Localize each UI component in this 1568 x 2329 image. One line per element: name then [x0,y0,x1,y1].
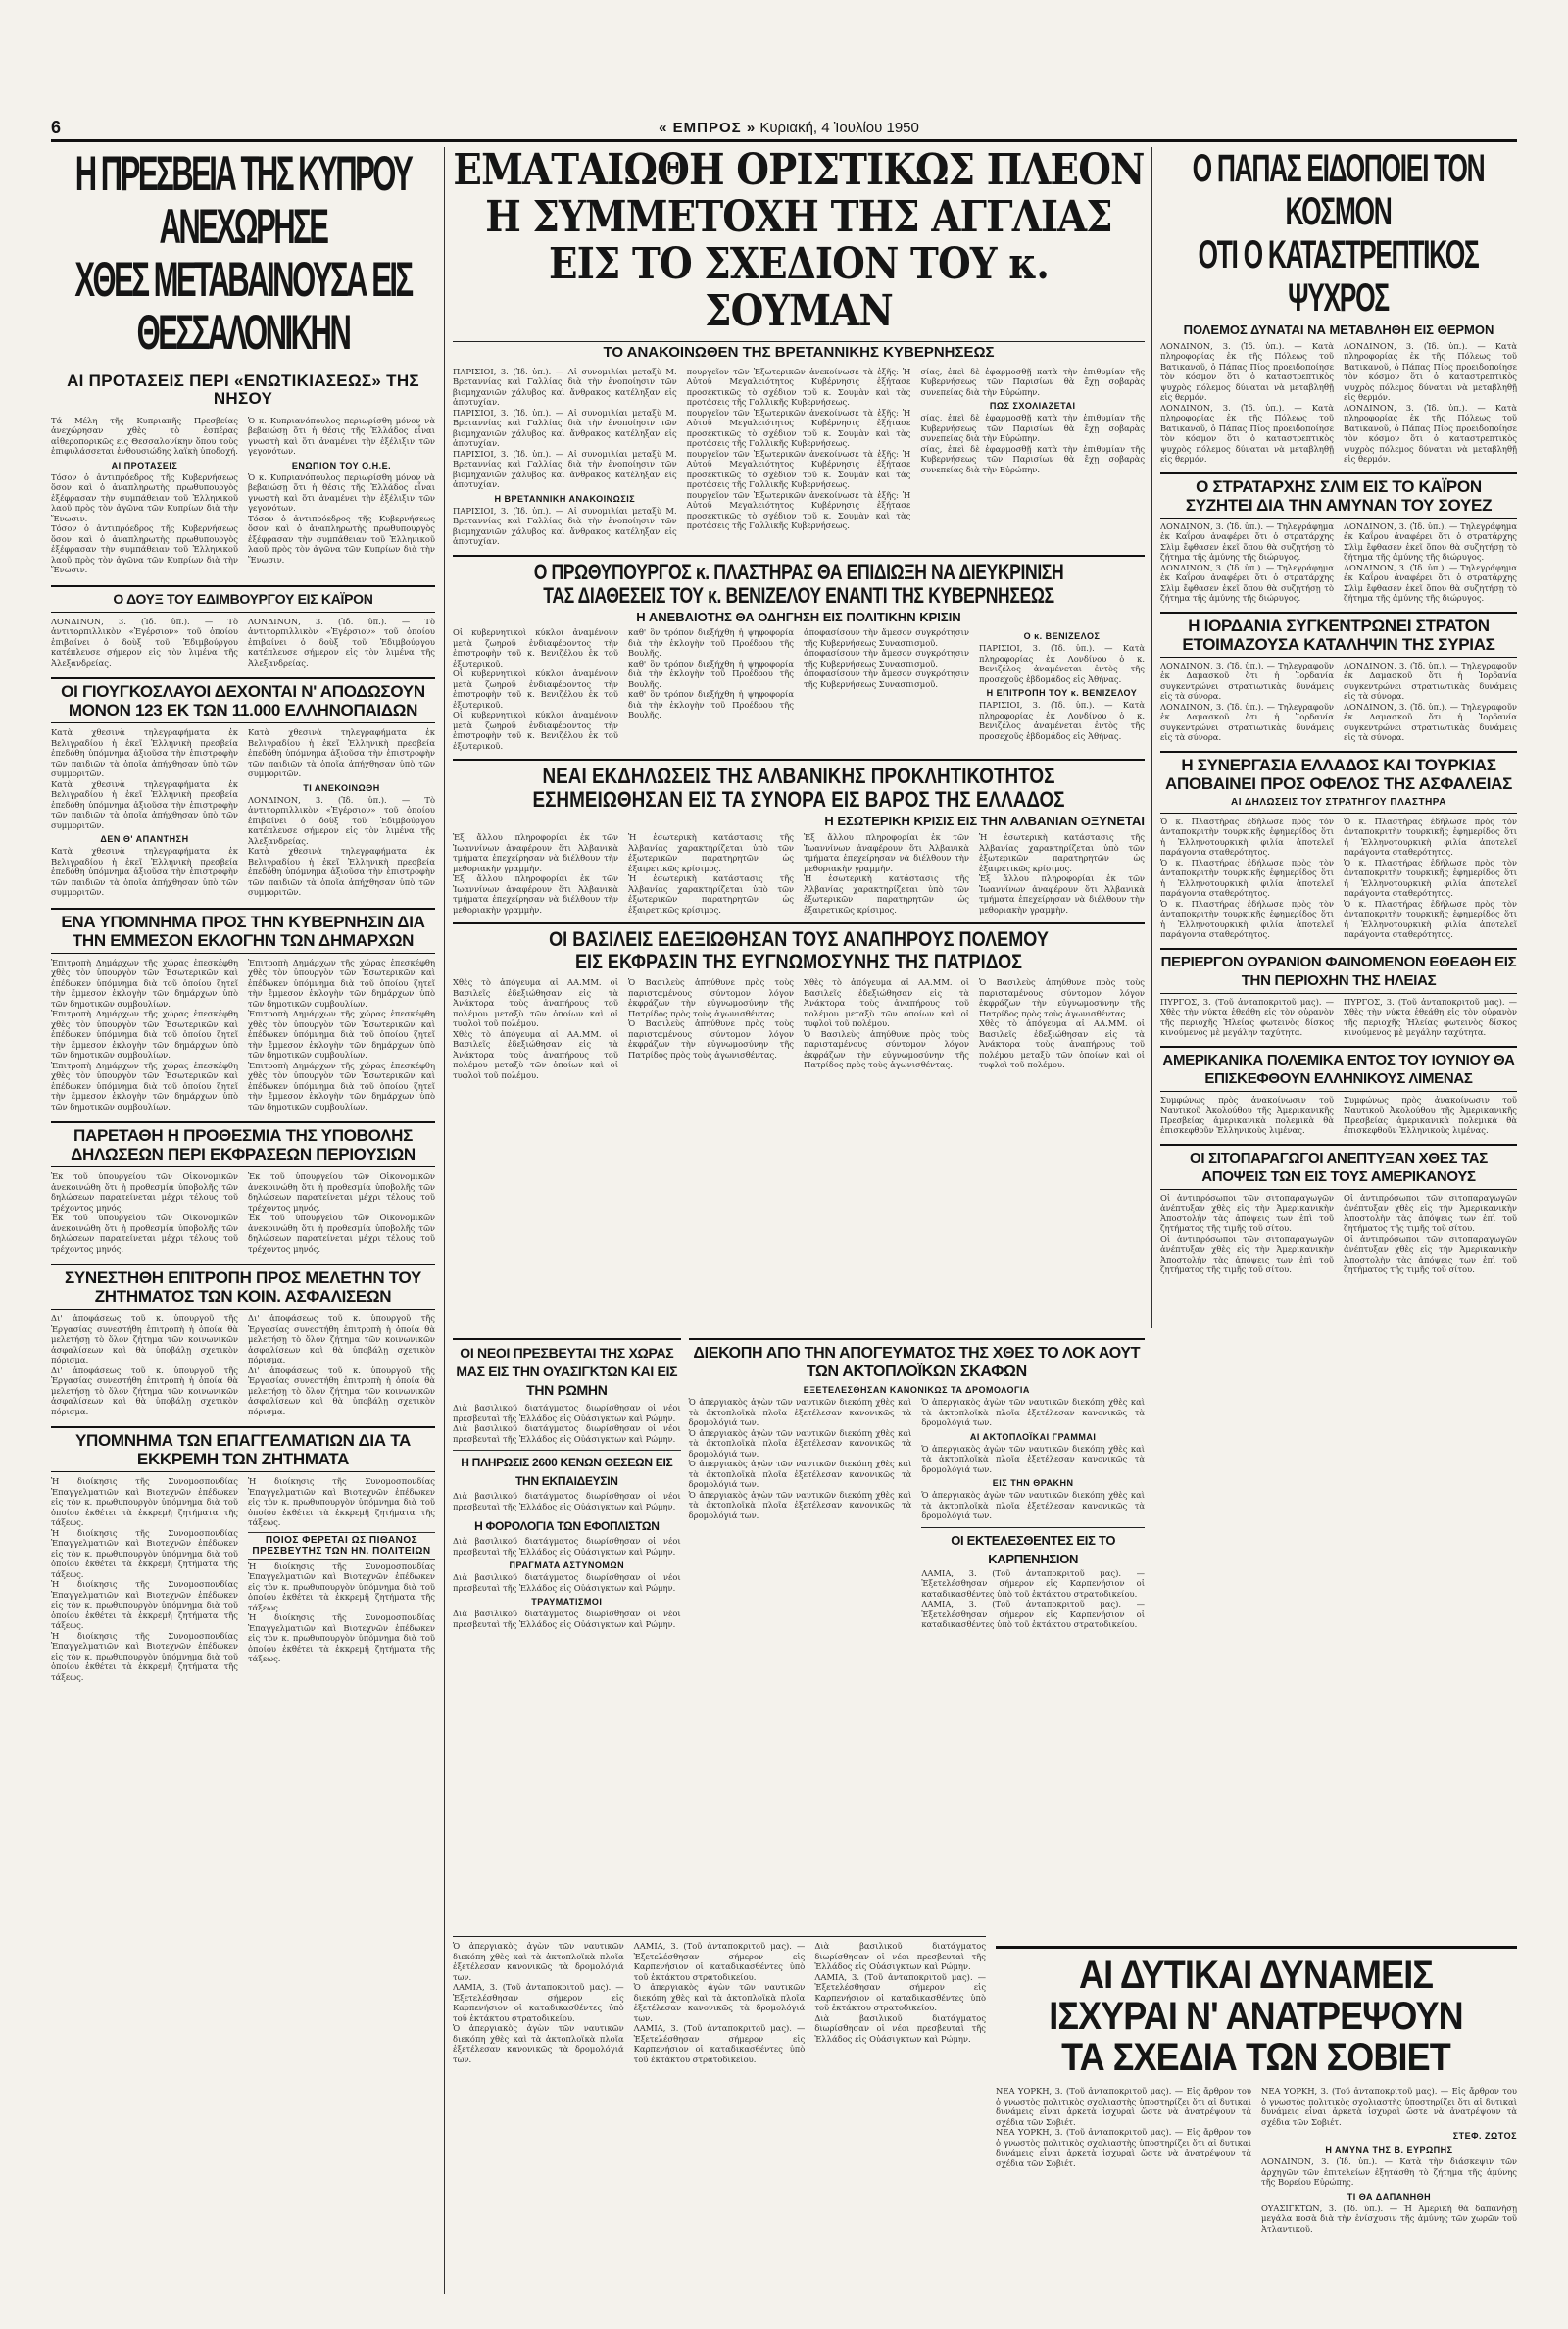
story-headline: Η ΣΥΝΕΡΓΑΣΙΑ ΕΛΛΑΔΟΣ ΚΑΙ ΤΟΥΡΚΙΑΣ ΑΠΟΒΑΙΝΕΙ ΠΡΟΣ ΟΦΕΛΟΣ ΤΗΣ ΑΣΦΑΛΕΙΑΣ [1164,755,1512,793]
story-text: πουργεῖον τῶν Ἐξωτερικῶν ἀνεκοίνωσε τὰ ἑξῆς: Ἡ Αὐτοῦ Μεγαλειότητος Κυβέρνησις ἐξήτασε προσεκτικῶς τὸ σχέδιον τοῦ κ. Σουμὰν καὶ τὰς προτάσεις τῆς Γαλλικῆς Κυβερνήσεως. [686,407,911,449]
story-text: καθ' ὃν τρόπον διεξήχθη ἡ ψηφοφορία διὰ τὴν ἐκλογὴν τοῦ Προέδρου τῆς Βουλῆς. [628,627,794,659]
story-text: Τόσον ὁ ἀντιπρόεδρος τῆς Κυβερνήσεως ὅσον καὶ ὁ ἀναπληρωτὴς πρωθυπουργὸς ἐξέφρασαν τὴν συμπάθειαν τοῦ Ἑλληνικοῦ λαοῦ πρὸς τὸν ἀγῶνα τῶν Κυπρίων διὰ τὴν Ἕνωσιν. [51,523,238,575]
subhead: Ο κ. ΒΕΝΙΖΕΛΟΣ [1023,631,1101,642]
story-text: ΝΕΑ ΥΟΡΚΗ, 3. (Τοῦ ἀνταποκριτοῦ μας). — Εἰς ἄρθρον του ὁ γνωστὸς πολιτικὸς σχολιαστὴς ὑποστηρίζει ὅτι αἱ δυτικαὶ δυνάμεις εἶναι ἀρκετὰ ἰσχυραὶ ὥστε νὰ ἀνατρέψουν τὰ σχέδια τῶν Σοβιέτ. [996,2127,1251,2168]
story-text: ΛΟΝΔΙΝΟΝ, 3. (Ἰδ. ὑπ.). — Κατὰ πληροφορίας ἐκ τῆς Πόλεως τοῦ Βατικανοῦ, ὁ Πάπας Πίος προειδοποίησε τὸν κόσμον ὅτι ὁ καταστρεπτικὸς ψυχρὸς πόλεμος δύναται νὰ μεταβληθῇ εἰς θερμόν. [1344,340,1517,403]
story-text: Οἱ ἀντιπρόσωποι τῶν σιτοπαραγωγῶν ἀνέπτυξαν χθὲς εἰς τὴν Ἀμερικανικὴν Ἀποστολὴν τὰς ἀπόψεις των ἐπὶ τοῦ ζητήματος τῆς τιμῆς τοῦ σίτου. [1344,1233,1517,1275]
story-text: ΛΟΝΔΙΝΟΝ, 3. (Ἰδ. ὑπ.). — Τηλεγράφημα ἐκ Καΐρου ἀναφέρει ὅτι ὁ στρατάρχης Σλὶμ ἔφθασεν ἐκεῖ ὅπου θὰ συζητήσῃ τὸ ζήτημα τῆς ἀμύνης τῆς διώρυγος. [1344,520,1517,563]
story-kicker: Η ΑΝΕΒΑΙΟΤΗΣ ΘΑ ΟΔΗΓΗΣΗ ΕΙΣ ΠΟΛΙΤΙΚΗΝ ΚΡΙΣΙΝ [636,609,961,624]
story-text: Τά Μέλη τῆς Κυπριακῆς Πρεσβείας ἀνεχώρησαν χθὲς τὸ ἑσπέρας αἰθεροπορικῶς εἰς Θεσσαλονίκην ὅπου τοὺς ἐπιφυλάσσεται ἐνθουσιώδης λαϊκὴ ὑποδοχή. [51,415,238,457]
subhead: Η ΠΛΗΡΩΣΙΣ 2600 ΚΕΝΩΝ ΘΕΣΕΩΝ ΕΙΣ ΤΗΝ ΕΚΠΑΙΔΕΥΣΙΝ [453,1450,681,1491]
page-number: 6 [51,117,62,137]
story-headline: Ο ΣΤΡΑΤΑΡΧΗΣ ΣΛΙΜ ΕΙΣ ΤΟ ΚΑΪΡΟΝ ΣΥΖΗΤΕΙ ΔΙΑ ΤΗΝ ΑΜΥΝΑΝ ΤΟΥ ΣΟΥΕΖ [1185,476,1493,515]
story-text: Ἡ διοίκησις τῆς Συνομοσπονδίας Ἐπαγγελματιῶν καὶ Βιοτεχνῶν ἐπέδωκεν εἰς τὸν κ. πρωθυπουργὸν ὑπόμνημα διὰ τοῦ ὁποίου ἐκθέτει τὰ ἐκκρεμῆ ζητήματα τῆς τάξεως. [248,1612,435,1664]
story-text: Ὁ κ. Πλαστήρας ἐδήλωσε πρὸς τὸν ἀνταποκριτὴν τουρκικῆς ἐφημερίδος ὅτι ἡ Ἑλληνοτουρκικὴ φιλία ἀποτελεῖ παράγοντα σταθερότητος. [1344,857,1517,899]
story-text: Ἡ διοίκησις τῆς Συνομοσπονδίας Ἐπαγγελματιῶν καὶ Βιοτεχνῶν ἐπέδωκεν εἰς τὸν κ. πρωθυπουργὸν ὑπόμνημα διὰ τοῦ ὁποίου ἐκθέτει τὰ ἐκκρεμῆ ζητήματα τῆς τάξεως. [248,1476,435,1528]
story-headline-line2: ΕΙΣ ΕΚΦΡΑΣΙΝ ΤΗΣ ΕΥΓΝΩΜΟΣΥΝΗΣ ΤΗΣ ΠΑΤΡΙΔΟΣ [575,951,1022,974]
story-headline-line2: ΤΑΣ ΔΙΑΘΕΣΕΙΣ ΤΟΥ κ. ΒΕΝΙΖΕΛΟΥ ΕΝΑΝΤΙ ΤΗΣ ΚΥΒΕΡΝΗΣΕΩΣ [543,582,1054,608]
story-text: Τόσον ὁ ἀντιπρόεδρος τῆς Κυβερνήσεως ὅσον καὶ ὁ ἀναπληρωτὴς πρωθυπουργὸς ἐξέφρασαν τὴν συμπάθειαν τοῦ Ἑλληνικοῦ λαοῦ πρὸς τὸν ἀγῶνα τῶν Κυπρίων διὰ τὴν Ἕνωσιν. [51,471,238,523]
story-text: Διὰ βασιλικοῦ διατάγματος διωρίσθησαν οἱ νέοι πρεσβευταὶ τῆς Ἑλλάδος εἰς Οὐάσιγκτων καὶ Ρώμην. [453,1403,681,1423]
story-headline: ΠΕΡΙΕΡΓΟΝ ΟΥΡΑΝΙΟΝ ΦΑΙΝΟΜΕΝΟΝ ΕΘΕΑΘΗ ΕΙΣ ΤΗΝ ΠΕΡΙΟΧΗΝ ΤΗΣ ΗΛΕΙΑΣ [1160,953,1517,989]
subhead: Η ΕΠΙΤΡΟΠΗ ΤΟΥ κ. ΒΕΝΙΖΕΛΟΥ [986,688,1138,699]
story-text: σίας, ἐπεὶ δὲ ἐφαρμοσθῇ κατὰ τὴν ἐπιθυμίαν τῆς Κυβερνήσεως τῶν Παρισίων θὰ ἔχῃ σοβαρὰς συνεπείας διὰ τὴν Εὐρώπην. [920,366,1145,397]
story-text: ΠΥΡΓΟΣ, 3. (Τοῦ ἀνταποκριτοῦ μας). — Χθὲς τὴν νύκτα ἐθεάθη εἰς τὸν οὐρανὸν τῆς περιοχῆς Ἠλείας φωτεινὸς δίσκος κινούμενος μὲ μεγάλην ταχύτητα. [1160,996,1334,1038]
subhead: Η ΦΟΡΟΛΟΓΙΑ ΤΩΝ ΕΦΟΠΛΙΣΤΩΝ [474,1519,660,1533]
story-text: ΠΑΡΙΣΙΟΙ, 3. (Ἰδ. ὑπ.). — Κατὰ πληροφορίας ἐκ Λονδίνου ὁ κ. Βενιζέλος ἀναμένεται ἐντὸς τῆς προσεχοῦς ἑβδομάδος εἰς Ἀθήνας. [979,643,1145,684]
story-headline: ΟΙ ΣΙΤΟΠΑΡΑΓΩΓΟΙ ΑΝΕΠΤΥΞΑΝ ΧΘΕΣ ΤΑΣ ΑΠΟΨΕΙΣ ΤΩΝ ΕΙΣ ΤΟΥΣ ΑΜΕΡΙΚΑΝΟΥΣ [1189,1149,1488,1185]
lead-headline-line2: Η ΣΥΜΜΕΤΟΧΗ ΤΗΣ ΑΓΓΛΙΑΣ [485,192,1112,242]
story-text: ΠΑΡΙΣΙΟΙ, 3. (Ἰδ. ὑπ.). — Κατὰ πληροφορίας ἐκ Λονδίνου ὁ κ. Βενιζέλος ἀναμένεται ἐντὸς τῆς προσεχοῦς ἑβδομάδος εἰς Ἀθήνας. [979,700,1145,741]
subhead: ΤΙ ΑΝΕΚΟΙΝΩΘΗ [303,782,380,793]
story-text: Διὰ βασιλικοῦ διατάγματος διωρίσθησαν οἱ νέοι πρεσβευταὶ τῆς Ἑλλάδος εἰς Οὐάσιγκτων καὶ Ρώμην. [814,2012,986,2044]
story-headline: ΟΙ ΓΙΟΥΓΚΟΣΛΑΥΟΙ ΔΕΧΟΝΤΑΙ Ν' ΑΠΟΔΩΣΟΥΝ ΜΟΝΟΝ 123 ΕΚ ΤΩΝ 11.000 ΕΛΛΗΝΟΠΑΙΔΩΝ [61,682,425,720]
center-lower-continuation [453,1936,986,2294]
subhead: ΕΞΕΤΕΛΕΣΘΗΣΑΝ ΚΑΝΟΝΙΚΩΣ ΤΑ ΔΡΟΜΟΛΟΓΙΑ [803,1385,1030,1395]
story-text: Ἐξ ἄλλου πληροφορίαι ἐκ τῶν Ἰωαννίνων ἀναφέρουν ὅτι Ἀλβανικὰ τμήματα ἐπεχείρησαν νὰ διέλθουν τὴν μεθοριακὴν γραμμὴν. [979,873,1145,915]
story-text: Ὁ κ. Πλαστήρας ἐδήλωσε πρὸς τὸν ἀνταποκριτὴν τουρκικῆς ἐφημερίδος ὅτι ἡ Ἑλληνοτουρκικὴ φιλία ἀποτελεῖ παράγοντα σταθερότητος. [1160,898,1334,940]
subhead: ΤΡΑΥΜΑΤΙΣΜΟΙ [531,1597,603,1607]
story-headline: ΥΠΟΜΝΗΜΑ ΤΩΝ ΕΠΑΓΓΕΛΜΑΤΙΩΝ ΔΙΑ ΤΑ ΕΚΚΡΕΜΗ ΤΩΝ ΖΗΤΗΜΑΤΑ [74,1431,411,1469]
story-text: σίας, ἐπεὶ δὲ ἐφαρμοσθῇ κατὰ τὴν ἐπιθυμίαν τῆς Κυβερνήσεως τῶν Παρισίων θὰ ἔχῃ σοβαρὰς συνεπείας διὰ τὴν Εὐρώπην. [920,413,1145,444]
main-headline-line2: ΧΘΕΣ ΜΕΤΑΒΑΙΝΟΥΣΑ ΕΙΣ ΘΕΣΣΑΛΟΝΙΚΗΝ [74,252,412,360]
story-text: Ὁ ἀπεργιακὸς ἀγὼν τῶν ναυτικῶν διεκόπη χθὲς καὶ τὰ ἀκτοπλοϊκὰ πλοῖα ἐξετέλεσαν κανονικῶς τὰ δρομολόγιά των. [688,1459,912,1489]
story-text: Χθὲς τὸ ἀπόγευμα αἱ ΑΑ.ΜΜ. οἱ Βασιλεῖς ἐδεξιώθησαν εἰς τὰ Ἀνάκτορα τοὺς ἀναπήρους τοῦ πολέμου μεταξὺ τῶν ὁποίων καὶ οἱ τυφλοὶ τοῦ πολέμου. [979,1018,1145,1070]
story-text: Ὁ ἀπεργιακὸς ἀγὼν τῶν ναυτικῶν διεκόπη χθὲς καὶ τὰ ἀκτοπλοϊκὰ πλοῖα ἐξετέλεσαν κανονικῶς τὰ δρομολόγιά των. [633,1982,806,2023]
story-headline: ΝΕΑΙ ΕΚΔΗΛΩΣΕΙΣ ΤΗΣ ΑΛΒΑΝΙΚΗΣ ΠΡΟΚΛΗΤΙΚΟΤΗΤΟΣ [542,764,1055,789]
story-text: Οἱ κυβερνητικοὶ κύκλοι ἀναμένουν μετὰ ζωηροῦ ἐνδιαφέροντος τὴν ἐπιστροφὴν τοῦ κ. Βενιζέλου ἐκ τοῦ ἐξωτερικοῦ. [453,627,618,669]
story-headline: ΟΙ ΕΚΤΕΛΕΣΘΕΝΤΕΣ ΕΙΣ ΤΟ ΚΑΡΠΕΝΗΣΙΟΝ [921,1527,1145,1568]
story-text: Ἐκ τοῦ ὑπουργείου τῶν Οἰκονομικῶν ἀνεκοινώθη ὅτι ἡ προθεσμία ὑποβολῆς τῶν δηλώσεων παρατείνεται μέχρι τέλους τοῦ τρέχοντος μηνός. [248,1171,435,1213]
story-text: Οἱ ἀντιπρόσωποι τῶν σιτοπαραγωγῶν ἀνέπτυξαν χθὲς εἰς τὴν Ἀμερικανικὴν Ἀποστολὴν τὰς ἀπόψεις των ἐπὶ τοῦ ζητήματος τῆς τιμῆς τοῦ σίτου. [1160,1233,1334,1275]
story-text: πουργεῖον τῶν Ἐξωτερικῶν ἀνεκοίνωσε τὰ ἑξῆς: Ἡ Αὐτοῦ Μεγαλειότητος Κυβέρνησις ἐξήτασε προσεκτικῶς τὸ σχέδιον τοῦ κ. Σουμὰν καὶ τὰς προτάσεις τῆς Γαλλικῆς Κυβερνήσεως. [686,448,911,490]
story-text: Ἐπιτροπὴ Δημάρχων τῆς χώρας ἐπεσκέφθη χθὲς τὸν ὑπουργὸν τῶν Ἐσωτερικῶν καὶ ἐπέδωκεν ὑπόμνημα διὰ τοῦ ὁποίου ζητεῖ τὴν ἔμμεσον ἐκλογὴν τῶν δημάρχων ὑπὸ τῶν δημοτικῶν συμβουλίων. [248,1009,435,1061]
story-text: Ἐκ τοῦ ὑπουργείου τῶν Οἰκονομικῶν ἀνεκοινώθη ὅτι ἡ προθεσμία ὑποβολῆς τῶν δηλώσεων παρατείνεται μέχρι τέλους τοῦ τρέχοντος μηνός. [51,1213,238,1254]
subhead: ΑΙ ΑΚΤΟΠΛΟΪΚΑΙ ΓΡΑΜΜΑΙ [969,1431,1097,1442]
story-text: Ἡ ἐσωτερικὴ κατάστασις τῆς Ἀλβανίας χαρακτηρίζεται ὑπὸ τῶν ἐξωτερικῶν παρατηρητῶν ὡς ἐξαιρετικῶς κρίσιμος. [628,832,794,873]
story-text: Ὁ κ. Κυπριανόπουλος περιωρίσθη μόνον νὰ βεβαιώσῃ ὅτι ἡ θέσις τῆς Ἑλλάδος εἶναι γνωστὴ καὶ ὅτι ἀναμένει τὴν ἐξέλιξιν τῶν γεγονότων. [248,415,435,457]
story-text: Οἱ ἀντιπρόσωποι τῶν σιτοπαραγωγῶν ἀνέπτυξαν χθὲς εἰς τὴν Ἀμερικανικὴν Ἀποστολὴν τὰς ἀπόψεις των ἐπὶ τοῦ ζητήματος τῆς τιμῆς τοῦ σίτου. [1160,1192,1334,1234]
story-text: Κατὰ χθεσινὰ τηλεγραφήματα ἐκ Βελιγραδίου ἡ ἐκεῖ Ἑλληνικὴ πρεσβεία ἐπεδόθη ὑπόμνημα ἀξιοῦσα τὴν ἐπιστροφὴν τῶν παιδιῶν τὰ ὁποῖα ἀπήχθησαν ὑπὸ τῶν συμμοριτῶν. [51,778,238,830]
story-kicker: Η ΕΣΩΤΕΡΙΚΗ ΚΡΙΣΙΣ ΕΙΣ ΤΗΝ ΑΛΒΑΝΙΑΝ ΟΞΥΝΕΤΑΙ [824,814,1145,829]
left-column [51,147,435,2294]
story-kicker: ΠΟΛΕΜΟΣ ΔΥΝΑΤΑΙ ΝΑ ΜΕΤΑΒΛΗΘΗ ΕΙΣ ΘΕΡΜΟΝ [1183,322,1494,337]
story-text: ΠΑΡΙΣΙΟΙ, 3. (Ἰδ. ὑπ.). — Αἱ συνομιλίαι μεταξὺ Μ. Βρεταννίας καὶ Γαλλίας διὰ τὴν ἐνοποίησιν τῶν βιομηχανιῶν χάλυβος καὶ ἄνθρακος κατέληξαν εἰς ἀποτυχίαν. [453,407,677,449]
story-headline: ΔΙΕΚΟΠΗ ΑΠΟ ΤΗΝ ΑΠΟΓΕΥΜΑΤΟΣ ΤΗΣ ΧΘΕΣ ΤΟ ΛΟΚ ΑΟΥΤ ΤΩΝ ΑΚΤΟΠΛΟΪΚΩΝ ΣΚΑΦΩΝ [693,1345,1141,1380]
story-text: ΛΑΜΙΑ, 3. (Τοῦ ἀνταποκριτοῦ μας). — Ἐξετελέσθησαν σήμερον εἰς Καρπενήσιον οἱ καταδικασθέντες ὑπὸ τοῦ ἐκτάκτου στρατοδικείου. [633,1941,806,1982]
story-text: ΠΑΡΙΣΙΟΙ, 3. (Ἰδ. ὑπ.). — Αἱ συνομιλίαι μεταξὺ Μ. Βρεταννίας καὶ Γαλλίας διὰ τὴν ἐνοποίησιν τῶν βιομηχανιῶν χάλυβος καὶ ἄνθρακος κατέληξαν εἰς ἀποτυχίαν. [453,448,677,490]
story-text: ΛΟΝΔΙΝΟΝ, 3. (Ἰδ. ὑπ.). — Τηλεγραφοῦν ἐκ Δαμασκοῦ ὅτι ἡ Ἰορδανία συγκεντρώνει στρατιωτικὰς δυνάμεις εἰς τὰ σύνορα. [1160,701,1334,743]
story-text: Ἐκ τοῦ ὑπουργείου τῶν Οἰκονομικῶν ἀνεκοινώθη ὅτι ἡ προθεσμία ὑποβολῆς τῶν δηλώσεων παρατείνεται μέχρι τέλους τοῦ τρέχοντος μηνός. [248,1213,435,1254]
story-text: Ὁ κ. Πλαστήρας ἐδήλωσε πρὸς τὸν ἀνταποκριτὴν τουρκικῆς ἐφημερίδος ὅτι ἡ Ἑλληνοτουρκικὴ φιλία ἀποτελεῖ παράγοντα σταθερότητος. [1160,857,1334,899]
story-text: ἀποφασίσουν τὴν ἄμεσον συγκρότησιν τῆς Κυβερνήσεως Συνασπισμοῦ. [804,648,969,669]
story-text: Ἐξ ἄλλου πληροφορίαι ἐκ τῶν Ἰωαννίνων ἀναφέρουν ὅτι Ἀλβανικὰ τμήματα ἐπεχείρησαν νὰ διέλθουν τὴν μεθοριακὴν γραμμὴν. [453,832,618,873]
story-text: Ὁ ἀπεργιακὸς ἀγὼν τῶν ναυτικῶν διεκόπη χθὲς καὶ τὰ ἀκτοπλοϊκὰ πλοῖα ἐξετέλεσαν κανονικῶς τὰ δρομολόγιά των. [921,1490,1145,1520]
story-text: ΛΟΝΔΙΝΟΝ, 3. (Ἰδ. ὑπ.). — Κατὰ πληροφορίας ἐκ τῆς Πόλεως τοῦ Βατικανοῦ, ὁ Πάπας Πίος προειδοποίησε τὸν κόσμον ὅτι ὁ καταστρεπτικὸς ψυχρὸς πόλεμος δύναται νὰ μεταβληθῇ εἰς θερμόν. [1344,402,1517,465]
story-text: ΛΟΝΔΙΝΟΝ, 3. (Ἰδ. ὑπ.). — Τὸ ἀντιτορπιλλικὸν «Ἐγέρσιον» τοῦ ὁποίου ἐπιβαίνει ὁ δοὺξ τοῦ Ἐδιμβούργου κατέπλευσε σήμερον εἰς τὸν λιμένα τῆς Ἀλεξανδρείας. [51,616,238,668]
story-text: Κατὰ χθεσινὰ τηλεγραφήματα ἐκ Βελιγραδίου ἡ ἐκεῖ Ἑλληνικὴ πρεσβεία ἐπεδόθη ὑπόμνημα ἀξιοῦσα τὴν ἐπιστροφὴν τῶν παιδιῶν τὰ ὁποῖα ἀπήχθησαν ὑπὸ τῶν συμμοριτῶν. [51,846,238,898]
story-text: Ὁ κ. Πλαστήρας ἐδήλωσε πρὸς τὸν ἀνταποκριτὴν τουρκικῆς ἐφημερίδος ὅτι ἡ Ἑλληνοτουρκικὴ φιλία ἀποτελεῖ παράγοντα σταθερότητος. [1344,816,1517,858]
story-text: Ἐξ ἄλλου πληροφορίαι ἐκ τῶν Ἰωαννίνων ἀναφέρουν ὅτι Ἀλβανικὰ τμήματα ἐπεχείρησαν νὰ διέλθουν τὴν μεθοριακὴν γραμμὴν. [453,873,618,915]
center-column [453,147,1145,1328]
story-text: Ὁ Βασιλεὺς ἀπηύθυνε πρὸς τοὺς παρισταμένους σύντομον λόγον ἐκφράζων τὴν εὐγνωμοσύνην τῆς Πατρίδος πρὸς τοὺς ἀγωνισθέντας. [628,977,794,1018]
lead-headline: ΕΜΑΤΑΙΩΘΗ ΟΡΙΣΤΙΚΩΣ ΠΛΕΟΝ [453,147,1145,195]
story-text: Ὁ Βασιλεὺς ἀπηύθυνε πρὸς τοὺς παρισταμένους σύντομον λόγον ἐκφράζων τὴν εὐγνωμοσύνην τῆς Πατρίδος πρὸς τοὺς ἀγωνισθέντας. [628,1018,794,1060]
story-text: Δι' ἀποφάσεως τοῦ κ. ὑπουργοῦ τῆς Ἐργασίας συνεστήθη ἐπιτροπὴ ἡ ὁποία θὰ μελετήσῃ τὸ ὅλον ζήτημα τῶν κοινωνικῶν ἀσφαλίσεων καὶ θὰ ὑποβάλῃ σχετικὸν πόρισμα. [248,1313,435,1365]
story-text: ΛΟΝΔΙΝΟΝ, 3. (Ἰδ. ὑπ.). — Τηλεγραφοῦν ἐκ Δαμασκοῦ ὅτι ἡ Ἰορδανία συγκεντρώνει στρατιωτικὰς δυνάμεις εἰς τὰ σύνορα. [1344,701,1517,743]
main-headline: Η ΠΡΕΣΒΕΙΑ ΤΗΣ ΚΥΠΡΟΥ ΑΝΕΧΩΡΗΣΕ [74,147,412,254]
box-ambassadors [453,1338,681,1926]
story-text: Ὁ κ. Πλαστήρας ἐδήλωσε πρὸς τὸν ἀνταποκριτὴν τουρκικῆς ἐφημερίδος ὅτι ἡ Ἑλληνοτουρκικὴ φιλία ἀποτελεῖ παράγοντα σταθερότητος. [1344,898,1517,940]
banner-headline-line2: ΙΣΧΥΡΑΙ Ν' ΑΝΑΤΡΕΨΟΥΝ [1049,1995,1463,2038]
story-text: Ἐπιτροπὴ Δημάρχων τῆς χώρας ἐπεσκέφθη χθὲς τὸν ὑπουργὸν τῶν Ἐσωτερικῶν καὶ ἐπέδωκεν ὑπόμνημα διὰ τοῦ ὁποίου ζητεῖ τὴν ἔμμεσον ἐκλογὴν τῶν δημάρχων ὑπὸ τῶν δημοτικῶν συμβουλίων. [248,957,435,1009]
story-text: ΛΟΝΔΙΝΟΝ, 3. (Ἰδ. ὑπ.). — Τηλεγράφημα ἐκ Καΐρου ἀναφέρει ὅτι ὁ στρατάρχης Σλὶμ ἔφθασεν ἐκεῖ ὅπου θὰ συζητήσῃ τὸ ζήτημα τῆς ἀμύνης τῆς διώρυγος. [1344,562,1517,604]
story-text: Κατὰ χθεσινὰ τηλεγραφήματα ἐκ Βελιγραδίου ἡ ἐκεῖ Ἑλληνικὴ πρεσβεία ἐπεδόθη ὑπόμνημα ἀξιοῦσα τὴν ἐπιστροφὴν τῶν παιδιῶν τὰ ὁποῖα ἀπήχθησαν ὑπὸ τῶν συμμοριτῶν. [248,727,435,779]
story-text: Δι' ἀποφάσεως τοῦ κ. ὑπουργοῦ τῆς Ἐργασίας συνεστήθη ἐπιτροπὴ ἡ ὁποία θὰ μελετήσῃ τὸ ὅλον ζήτημα τῶν κοινωνικῶν ἀσφαλίσεων καὶ θὰ ὑποβάλῃ σχετικὸν πόρισμα. [51,1313,238,1365]
story-text: ΛΟΝΔΙΝΟΝ, 3. (Ἰδ. ὑπ.). — Τηλεγράφημα ἐκ Καΐρου ἀναφέρει ὅτι ὁ στρατάρχης Σλὶμ ἔφθασεν ἐκεῖ ὅπου θὰ συζητήσῃ τὸ ζήτημα τῆς ἀμύνης τῆς διώρυγος. [1160,520,1334,563]
subhead: ΠΡΑΓΜΑΤΑ ΑΣΤΥΝΟΜΩΝ [509,1561,625,1570]
story-headline: ΟΙ ΒΑΣΙΛΕΙΣ ΕΔΕΞΙΩΘΗΣΑΝ ΤΟΥΣ ΑΝΑΠΗΡΟΥΣ ΠΟΛΕΜΟΥ [549,928,1049,952]
story-text: Ἡ ἐσωτερικὴ κατάστασις τῆς Ἀλβανίας χαρακτηρίζεται ὑπὸ τῶν ἐξωτερικῶν παρατηρητῶν ὡς ἐξαιρετικῶς κρίσιμος. [628,873,794,915]
folio-rule [51,139,1517,142]
story-text: Διὰ βασιλικοῦ διατάγματος διωρίσθησαν οἱ νέοι πρεσβευταὶ τῆς Ἑλλάδος εἰς Οὐάσιγκτων καὶ Ρώμην. [453,1423,681,1444]
subhead-box: ΠΟΙΟΣ ΦΕΡΕΤΑΙ ΩΣ ΠΙΘΑΝΟΣ ΠΡΕΣΒΕΥΤΗΣ ΤΩΝ ΗΝ. ΠΟΛΙΤΕΙΩΝ [248,1532,435,1560]
box-lockout [689,1338,1145,1926]
story-headline: Ο ΠΡΩΘΥΠΟΥΡΓΟΣ κ. ΠΛΑΣΤΗΡΑΣ ΘΑ ΕΠΙΔΙΩΞΗ ΝΑ ΔΙΕΥΚΡΙΝΙΣΗ [533,559,1064,584]
story-text: Ἡ διοίκησις τῆς Συνομοσπονδίας Ἐπαγγελματιῶν καὶ Βιοτεχνῶν ἐπέδωκεν εἰς τὸν κ. πρωθυπουργὸν ὑπόμνημα διὰ τοῦ ὁποίου ἐκθέτει τὰ ἐκκρεμῆ ζητήματα τῆς τάξεως. [51,1630,238,1682]
story-text: Ὁ Βασιλεὺς ἀπηύθυνε πρὸς τοὺς παρισταμένους σύντομον λόγον ἐκφράζων τὴν εὐγνωμοσύνην τῆς Πατρίδος πρὸς τοὺς ἀγωνισθέντας. [979,977,1145,1018]
right-column [1160,147,1517,1328]
subhead: ΕΝΩΠΙΟΝ ΤΟΥ Ο.Η.Ε. [291,460,392,471]
story-text: Ὁ ἀπεργιακὸς ἀγὼν τῶν ναυτικῶν διεκόπη χθὲς καὶ τὰ ἀκτοπλοϊκὰ πλοῖα ἐξετέλεσαν κανονικῶς τὰ δρομολόγιά των. [921,1397,1145,1427]
story-text: ΛΑΜΙΑ, 3. (Τοῦ ἀνταποκριτοῦ μας). — Ἐξετελέσθησαν σήμερον εἰς Καρπενήσιον οἱ καταδικασθέντες ὑπὸ τοῦ ἐκτάκτου στρατοδικείου. [453,1982,624,2023]
story-text: Οἱ κυβερνητικοὶ κύκλοι ἀναμένουν μετὰ ζωηροῦ ἐνδιαφέροντος τὴν ἐπιστροφὴν τοῦ κ. Βενιζέλου ἐκ τοῦ ἐξωτερικοῦ. [453,710,618,751]
story-text: Ἐπιτροπὴ Δημάρχων τῆς χώρας ἐπεσκέφθη χθὲς τὸν ὑπουργὸν τῶν Ἐσωτερικῶν καὶ ἐπέδωκεν ὑπόμνημα διὰ τοῦ ὁποίου ζητεῖ τὴν ἔμμεσον ἐκλογὴν τῶν δημάρχων ὑπὸ τῶν δημοτικῶν συμβουλίων. [248,1060,435,1112]
story-text: ΠΑΡΙΣΙΟΙ, 3. (Ἰδ. ὑπ.). — Αἱ συνομιλίαι μεταξὺ Μ. Βρεταννίας καὶ Γαλλίας διὰ τὴν ἐνοποίησιν τῶν βιομηχανιῶν χάλυβος καὶ ἄνθρακος κατέληξαν εἰς ἀποτυχίαν. [453,505,677,547]
banner-story [996,1946,1517,2294]
story-text: ΝΕΑ ΥΟΡΚΗ, 3. (Τοῦ ἀνταποκριτοῦ μας). — Εἰς ἄρθρον του ὁ γνωστὸς πολιτικὸς σχολιαστὴς ὑποστηρίζει ὅτι αἱ δυτικαὶ δυνάμεις εἶναι ἀρκετὰ ἰσχυραὶ ὥστε νὰ ἀνατρέψουν τὰ σχέδια τῶν Σοβιέτ. [996,2086,1251,2127]
story-text: πουργεῖον τῶν Ἐξωτερικῶν ἀνεκοίνωσε τὰ ἑξῆς: Ἡ Αὐτοῦ Μεγαλειότητος Κυβέρνησις ἐξήτασε προσεκτικῶς τὸ σχέδιον τοῦ κ. Σουμὰν καὶ τὰς προτάσεις τῆς Γαλλικῆς Κυβερνήσεως. [686,489,911,531]
story-text: Χθὲς τὸ ἀπόγευμα αἱ ΑΑ.ΜΜ. οἱ Βασιλεῖς ἐδεξιώθησαν εἰς τὰ Ἀνάκτορα τοὺς ἀναπήρους τοῦ πολέμου μεταξὺ τῶν ὁποίων καὶ οἱ τυφλοὶ τοῦ πολέμου. [453,1028,618,1080]
story-text: Ἐξ ἄλλου πληροφορίαι ἐκ τῶν Ἰωαννίνων ἀναφέρουν ὅτι Ἀλβανικὰ τμήματα ἐπεχείρησαν νὰ διέλθουν τὴν μεθοριακὴν γραμμὴν. [804,832,969,873]
story-text: Διὰ βασιλικοῦ διατάγματος διωρίσθησαν οἱ νέοι πρεσβευταὶ τῆς Ἑλλάδος εἰς Οὐάσιγκτων καὶ Ρώμην. [453,1491,681,1511]
story-text: Κατὰ χθεσινὰ τηλεγραφήματα ἐκ Βελιγραδίου ἡ ἐκεῖ Ἑλληνικὴ πρεσβεία ἐπεδόθη ὑπόμνημα ἀξιοῦσα τὴν ἐπιστροφὴν τῶν παιδιῶν τὰ ὁποῖα ἀπήχθησαν ὑπὸ τῶν συμμοριτῶν. [248,846,435,898]
story-text: Ἡ ἐσωτερικὴ κατάστασις τῆς Ἀλβανίας χαρακτηρίζεται ὑπὸ τῶν ἐξωτερικῶν παρατηρητῶν ὡς ἐξαιρετικῶς κρίσιμος. [979,832,1145,873]
subhead: Η ΑΜΥΝΑ ΤΗΣ Β. ΕΥΡΩΠΗΣ [1325,2145,1453,2155]
story-text: Κατὰ χθεσινὰ τηλεγραφήματα ἐκ Βελιγραδίου ἡ ἐκεῖ Ἑλληνικὴ πρεσβεία ἐπεδόθη ὑπόμνημα ἀξιοῦσα τὴν ἐπιστροφὴν τῶν παιδιῶν τὰ ὁποῖα ἀπήχθησαν ὑπὸ τῶν συμμοριτῶν. [51,727,238,779]
story-text: Διὰ βασιλικοῦ διατάγματος διωρίσθησαν οἱ νέοι πρεσβευταὶ τῆς Ἑλλάδος εἰς Οὐάσιγκτων καὶ Ρώμην. [453,1536,681,1557]
story-headline: ΣΥΝΕΣΤΗΘΗ ΕΠΙΤΡΟΠΗ ΠΡΟΣ ΜΕΛΕΤΗΝ ΤΟΥ ΖΗΤΗΜΑΤΟΣ ΤΩΝ ΚΟΙΝ. ΑΣΦΑΛΙΣΕΩΝ [64,1268,422,1307]
story-text: ΛΟΝΔΙΝΟΝ, 3. (Ἰδ. ὑπ.). — Τηλεγραφοῦν ἐκ Δαμασκοῦ ὅτι ἡ Ἰορδανία συγκεντρώνει στρατιωτικὰς δυνάμεις εἰς τὰ σύνορα. [1344,660,1517,702]
story-text: Ἐπιτροπὴ Δημάρχων τῆς χώρας ἐπεσκέφθη χθὲς τὸν ὑπουργὸν τῶν Ἐσωτερικῶν καὶ ἐπέδωκεν ὑπόμνημα διὰ τοῦ ὁποίου ζητεῖ τὴν ἔμμεσον ἐκλογὴν τῶν δημάρχων ὑπὸ τῶν δημοτικῶν συμβουλίων. [51,1060,238,1112]
story-headline-line2: ΟΤΙ Ο ΚΑΤΑΣΤΡΕΠΤΙΚΟΣ ΨΥΧΡΟΣ [1198,233,1479,320]
story-headline: ΕΝΑ ΥΠΟΜΝΗΜΑ ΠΡΟΣ ΤΗΝ ΚΥΒΕΡΝΗΣΙΝ ΔΙΑ ΤΗΝ ΕΜΜΕΣΟΝ ΕΚΛΟΓΗΝ ΤΩΝ ΔΗΜΑΡΧΩΝ [61,912,425,950]
story-text: Συμφώνως πρὸς ἀνακοίνωσιν τοῦ Ναυτικοῦ Ἀκολούθου τῆς Ἀμερικανικῆς Πρεσβείας ἀμερικανικὰ πολεμικὰ θὰ ἐπισκεφθοῦν Ἑλληνικοὺς λιμένας. [1160,1094,1334,1136]
story-text: σίας, ἐπεὶ δὲ ἐφαρμοσθῇ κατὰ τὴν ἐπιθυμίαν τῆς Κυβερνήσεως τῶν Παρισίων θὰ ἔχῃ σοβαρὰς συνεπείας διὰ τὴν Εὐρώπην. [920,443,1145,474]
story-text: ΛΟΝΔΙΝΟΝ, 3. (Ἰδ. ὑπ.). — Τηλεγραφοῦν ἐκ Δαμασκοῦ ὅτι ἡ Ἰορδανία συγκεντρώνει στρατιωτικὰς δυνάμεις εἰς τὰ σύνορα. [1160,660,1334,702]
story-text: Ἡ διοίκησις τῆς Συνομοσπονδίας Ἐπαγγελματιῶν καὶ Βιοτεχνῶν ἐπέδωκεν εἰς τὸν κ. πρωθυπουργὸν ὑπόμνημα διὰ τοῦ ὁποίου ἐκθέτει τὰ ἐκκρεμῆ ζητήματα τῆς τάξεως. [51,1579,238,1631]
paper-name: « ΕΜΠΡΟΣ » [659,119,757,136]
story-text: ΛΑΜΙΑ, 3. (Τοῦ ἀνταποκριτοῦ μας). — Ἐξετελέσθησαν σήμερον εἰς Καρπενήσιον οἱ καταδικασθέντες ὑπὸ τοῦ ἐκτάκτου στρατοδικείου. [921,1599,1145,1629]
story-text: Ἐπιτροπὴ Δημάρχων τῆς χώρας ἐπεσκέφθη χθὲς τὸν ὑπουργὸν τῶν Ἐσωτερικῶν καὶ ἐπέδωκεν ὑπόμνημα διὰ τοῦ ὁποίου ζητεῖ τὴν ἔμμεσον ἐκλογὴν τῶν δημάρχων ὑπὸ τῶν δημοτικῶν συμβουλίων. [51,957,238,1009]
banner-headline-line3: ΤΑ ΣΧΕΔΙΑ ΤΩΝ ΣΟΒΙΕΤ [1061,2036,1450,2079]
subhead: ΠΩΣ ΣΧΟΛΙΑΖΕΤΑΙ [989,401,1076,412]
subhead: ΕΙΣ ΤΗΝ ΘΡΑΚΗΝ [992,1478,1074,1488]
lead-headline-line3: ΕΙΣ ΤΟ ΣΧΕΔΙΟΝ ΤΟΥ κ. ΣΟΥΜΑΝ [549,239,1049,336]
story-text: Διὰ βασιλικοῦ διατάγματος διωρίσθησαν οἱ νέοι πρεσβευταὶ τῆς Ἑλλάδος εἰς Οὐάσιγκτων καὶ Ρώμην. [453,1609,681,1629]
story-text: Ἐκ τοῦ ὑπουργείου τῶν Οἰκονομικῶν ἀνεκοινώθη ὅτι ἡ προθεσμία ὑποβολῆς τῶν δηλώσεων παρατείνεται μέχρι τέλους τοῦ τρέχοντος μηνός. [51,1171,238,1213]
byline: ΣΤΕΦ. ΖΩΤΟΣ [1452,2131,1517,2141]
story-text: Ὁ ἀπεργιακὸς ἀγὼν τῶν ναυτικῶν διεκόπη χθὲς καὶ τὰ ἀκτοπλοϊκὰ πλοῖα ἐξετέλεσαν κανονικῶς τὰ δρομολόγιά των. [688,1489,912,1520]
story-text: καθ' ὃν τρόπον διεξήχθη ἡ ψηφοφορία διὰ τὴν ἐκλογὴν τοῦ Προέδρου τῆς Βουλῆς. [628,658,794,689]
story-text: Ἡ διοίκησις τῆς Συνομοσπονδίας Ἐπαγγελματιῶν καὶ Βιοτεχνῶν ἐπέδωκεν εἰς τὸν κ. πρωθυπουργὸν ὑπόμνημα διὰ τοῦ ὁποίου ἐκθέτει τὰ ἐκκρεμῆ ζητήματα τῆς τάξεως. [51,1527,238,1579]
story-text: πουργεῖον τῶν Ἐξωτερικῶν ἀνεκοίνωσε τὰ ἑξῆς: Ἡ Αὐτοῦ Μεγαλειότητος Κυβέρνησις ἐξήτασε προσεκτικῶς τὸ σχέδιον τοῦ κ. Σουμὰν καὶ τὰς προτάσεις τῆς Γαλλικῆς Κυβερνήσεως. [686,366,911,408]
story-text: ΝΕΑ ΥΟΡΚΗ, 3. (Τοῦ ἀνταποκριτοῦ μας). — Εἰς ἄρθρον του ὁ γνωστὸς πολιτικὸς σχολιαστὴς ὑποστηρίζει ὅτι αἱ δυτικαὶ δυνάμεις εἶναι ἀρκετὰ ἰσχυραὶ ὥστε νὰ ἀνατρέψουν τὰ σχέδια τῶν Σοβιέτ. [1261,2086,1517,2127]
subhead: ΑΙ ΠΡΟΤΑΣΕΙΣ [111,460,178,471]
story-headline: Ο ΔΟΥΞ ΤΟΥ ΕΔΙΜΒΟΥΡΓΟΥ ΕΙΣ ΚΑΪΡΟΝ [113,590,373,607]
story-headline: ΟΙ ΝΕΟΙ ΠΡΕΣΒΕΥΤΑΙ ΤΗΣ ΧΩΡΑΣ ΜΑΣ ΕΙΣ ΤΗΝ ΟΥΑΣΙΓΚΤΩΝ ΚΑΙ ΕΙΣ ΤΗΝ ΡΩΜΗΝ [456,1345,678,1398]
story-text: Ἡ διοίκησις τῆς Συνομοσπονδίας Ἐπαγγελματιῶν καὶ Βιοτεχνῶν ἐπέδωκεν εἰς τὸν κ. πρωθυπουργὸν ὑπόμνημα διὰ τοῦ ὁποίου ἐκθέτει τὰ ἐκκρεμῆ ζητήματα τῆς τάξεως. [51,1476,238,1528]
story-headline: Ο ΠΑΠΑΣ ΕΙΔΟΠΟΙΕΙ ΤΟΝ ΚΟΣΜΟΝ [1192,147,1485,233]
story-text: Οἱ κυβερνητικοὶ κύκλοι ἀναμένουν μετὰ ζωηροῦ ἐνδιαφέροντος τὴν ἐπιστροφὴν τοῦ κ. Βενιζέλου ἐκ τοῦ ἐξωτερικοῦ. [453,669,618,710]
lead-kicker: ΤΟ ΑΝΑΚΟΙΝΩΘΕΝ ΤΗΣ ΒΡΕΤΑΝΝΙΚΗΣ ΚΥΒΕΡΝΗΣΕΩΣ [453,341,1145,361]
story-headline-line2: ΕΣΗΜΕΙΩΘΗΣΑΝ ΕΙΣ ΤΑ ΣΥΝΟΡΑ ΕΙΣ ΒΑΡΟΣ ΤΗΣ ΕΛΛΑΔΟΣ [532,787,1065,813]
headline-kicker: ΑΙ ΠΡΟΤΑΣΕΙΣ ΠΕΡΙ «ΕΝΩΤΙΚΙΑΣΕΩΣ» ΤΗΣ ΝΗΣΟΥ [67,372,419,408]
story-headline: ΠΑΡΕΤΑΘΗ Η ΠΡΟΘΕΣΜΙΑ ΤΗΣ ΥΠΟΒΟΛΗΣ ΔΗΛΩΣΕΩΝ ΠΕΡΙ ΕΚΦΡΑΣΕΩΝ ΠΕΡΙΟΥΣΙΩΝ [71,1126,416,1164]
story-headline: Η ΙΟΡΔΑΝΙΑ ΣΥΓΚΕΝΤΡΩΝΕΙ ΣΤΡΑΤΟΝ ΕΤΟΙΜΑΖΟΥΣΑ ΚΑΤΑΛΗΨΙΝ ΤΗΣ ΣΥΡΙΑΣ [1182,616,1495,654]
story-text: ΛΑΜΙΑ, 3. (Τοῦ ἀνταποκριτοῦ μας). — Ἐξετελέσθησαν σήμερον εἰς Καρπενήσιον οἱ καταδικασθέντες ὑπὸ τοῦ ἐκτάκτου στρατοδικείου. [921,1567,1145,1599]
story-text: Χθὲς τὸ ἀπόγευμα αἱ ΑΑ.ΜΜ. οἱ Βασιλεῖς ἐδεξιώθησαν εἰς τὰ Ἀνάκτορα τοὺς ἀναπήρους τοῦ πολέμου μεταξὺ τῶν ὁποίων καὶ οἱ τυφλοὶ τοῦ πολέμου. [804,977,969,1029]
story-text: Ὁ Βασιλεὺς ἀπηύθυνε πρὸς τοὺς παρισταμένους σύντομον λόγον ἐκφράζων τὴν εὐγνωμοσύνην τῆς Πατρίδος πρὸς τοὺς ἀγωνισθέντας. [804,1028,969,1070]
subhead: Η ΒΡΕΤΑΝΝΙΚΗ ΑΝΑΚΟΙΝΩΣΙΣ [494,493,636,504]
story-text: ΛΟΝΔΙΝΟΝ, 3. (Ἰδ. ὑπ.). — Τηλεγράφημα ἐκ Καΐρου ἀναφέρει ὅτι ὁ στρατάρχης Σλὶμ ἔφθασεν ἐκεῖ ὅπου θὰ συζητήσῃ τὸ ζήτημα τῆς ἀμύνης τῆς διώρυγος. [1160,562,1334,604]
story-text: ΛΟΝΔΙΝΟΝ, 3. (Ἰδ. ὑπ.). — Κατὰ τὴν διάσκεψιν τῶν ἀρχηγῶν τῶν ἐπιτελείων ἐξητάσθη τὸ ζήτημα τῆς ἀμύνης τῆς Βορείου Εὐρώπης. [1261,2156,1517,2187]
subhead: ΤΙ ΘΑ ΔΑΠΑΝΗΘΗ [1347,2191,1432,2202]
story-text: Ὁ ἀπεργιακὸς ἀγὼν τῶν ναυτικῶν διεκόπη χθὲς καὶ τὰ ἀκτοπλοϊκὰ πλοῖα ἐξετέλεσαν κανονικῶς τὰ δρομολόγιά των. [688,1397,912,1427]
story-text: ἀποφασίσουν τὴν ἄμεσον συγκρότησιν τῆς Κυβερνήσεως Συνασπισμοῦ. [804,627,969,648]
story-headline: ΑΜΕΡΙΚΑΝΙΚΑ ΠΟΛΕΜΙΚΑ ΕΝΤΟΣ ΤΟΥ ΙΟΥΝΙΟΥ ΘΑ ΕΠΙΣΚΕΦΘΟΥΝ ΕΛΛΗΝΙΚΟΥΣ ΛΙΜΕΝΑΣ [1162,1051,1515,1087]
story-kicker: ΑΙ ΔΗΛΩΣΕΙΣ ΤΟΥ ΣΤΡΑΤΗΓΟΥ ΠΛΑΣΤΗΡΑ [1231,796,1446,808]
story-text: Ὁ ἀπεργιακὸς ἀγὼν τῶν ναυτικῶν διεκόπη χθὲς καὶ τὰ ἀκτοπλοϊκὰ πλοῖα ἐξετέλεσαν κανονικῶς τὰ δρομολόγιά των. [688,1427,912,1459]
story-text: Ὁ κ. Κυπριανόπουλος περιωρίσθη μόνον νὰ βεβαιώσῃ ὅτι ἡ θέσις τῆς Ἑλλάδος εἶναι γνωστὴ καὶ ὅτι ἀναμένει τὴν ἐξέλιξιν τῶν γεγονότων. [248,471,435,514]
story-text: ΛΑΜΙΑ, 3. (Τοῦ ἀνταποκριτοῦ μας). — Ἐξετελέσθησαν σήμερον εἰς Καρπενήσιον οἱ καταδικασθέντες ὑπὸ τοῦ ἐκτάκτου στρατοδικείου. [633,2023,806,2064]
story-text: Διὰ βασιλικοῦ διατάγματος διωρίσθησαν οἱ νέοι πρεσβευταὶ τῆς Ἑλλάδος εἰς Οὐάσιγκτων καὶ Ρώμην. [814,1941,986,1971]
story-text: Ὁ ἀπεργιακὸς ἀγὼν τῶν ναυτικῶν διεκόπη χθὲς καὶ τὰ ἀκτοπλοϊκὰ πλοῖα ἐξετέλεσαν κανονικῶς τὰ δρομολόγιά των. [453,2023,624,2064]
story-text: ΛΟΝΔΙΝΟΝ, 3. (Ἰδ. ὑπ.). — Τὸ ἀντιτορπιλλικὸν «Ἐγέρσιον» τοῦ ὁποίου ἐπιβαίνει ὁ δοὺξ τοῦ Ἐδιμβούργου κατέπλευσε σήμερον εἰς τὸν λιμένα τῆς Ἀλεξανδρείας. [248,794,435,846]
story-text: Δι' ἀποφάσεως τοῦ κ. ὑπουργοῦ τῆς Ἐργασίας συνεστήθη ἐπιτροπὴ ἡ ὁποία θὰ μελετήσῃ τὸ ὅλον ζήτημα τῶν κοινωνικῶν ἀσφαλίσεων καὶ θὰ ὑποβάλῃ σχετικὸν πόρισμα. [51,1364,238,1416]
column-rule [444,147,445,2294]
story-text: Συμφώνως πρὸς ἀνακοίνωσιν τοῦ Ναυτικοῦ Ἀκολούθου τῆς Ἀμερικανικῆς Πρεσβείας ἀμερικανικὰ πολεμικὰ θὰ ἐπισκεφθοῦν Ἑλληνικοὺς λιμένας. [1344,1094,1517,1136]
story-text: Τόσον ὁ ἀντιπρόεδρος τῆς Κυβερνήσεως ὅσον καὶ ὁ ἀναπληρωτὴς πρωθυπουργὸς ἐξέφρασαν τὴν συμπάθειαν τοῦ Ἑλληνικοῦ λαοῦ πρὸς τὸν ἀγῶνα τῶν Κυπρίων διὰ τὴν Ἕνωσιν. [248,513,435,565]
story-text: Ὁ ἀπεργιακὸς ἀγὼν τῶν ναυτικῶν διεκόπη χθὲς καὶ τὰ ἀκτοπλοϊκὰ πλοῖα ἐξετέλεσαν κανονικῶς τὰ δρομολόγιά των. [453,1941,624,1982]
subhead: ΔΕΝ Θ' ΑΠΑΝΤΗΣΗ [100,834,189,845]
story-text: Χθὲς τὸ ἀπόγευμα αἱ ΑΑ.ΜΜ. οἱ Βασιλεῖς ἐδεξιώθησαν εἰς τὰ Ἀνάκτορα τοὺς ἀναπήρους τοῦ πολέμου μεταξὺ τῶν ὁποίων καὶ οἱ τυφλοὶ τοῦ πολέμου. [453,977,618,1029]
banner-headline: ΑΙ ΔΥΤΙΚΑΙ ΔΥΝΑΜΕΙΣ [1078,1954,1434,1997]
story-text: ΛΑΜΙΑ, 3. (Τοῦ ἀνταποκριτοῦ μας). — Ἐξετελέσθησαν σήμερον εἰς Καρπενήσιον οἱ καταδικασθέντες ὑπὸ τοῦ ἐκτάκτου στρατοδικείου. [814,1971,986,2012]
story-text: ΛΟΝΔΙΝΟΝ, 3. (Ἰδ. ὑπ.). — Κατὰ πληροφορίας ἐκ τῆς Πόλεως τοῦ Βατικανοῦ, ὁ Πάπας Πίος προειδοποίησε τὸν κόσμον ὅτι ὁ καταστρεπτικὸς ψυχρὸς πόλεμος δύναται νὰ μεταβληθῇ εἰς θερμόν. [1160,402,1334,465]
issue-date: Κυριακή, 4 Ἰουλίου 1950 [760,119,919,136]
story-text: ΛΟΝΔΙΝΟΝ, 3. (Ἰδ. ὑπ.). — Τὸ ἀντιτορπιλλικὸν «Ἐγέρσιον» τοῦ ὁποίου ἐπιβαίνει ὁ δοὺξ τοῦ Ἐδιμβούργου κατέπλευσε σήμερον εἰς τὸν λιμένα τῆς Ἀλεξανδρείας. [248,616,435,668]
story-text: ΠΑΡΙΣΙΟΙ, 3. (Ἰδ. ὑπ.). — Αἱ συνομιλίαι μεταξὺ Μ. Βρεταννίας καὶ Γαλλίας διὰ τὴν ἐνοποίησιν τῶν βιομηχανιῶν χάλυβος καὶ ἄνθρακος κατέληξαν εἰς ἀποτυχίαν. [453,366,677,408]
center-lower [453,1338,1145,1926]
story-text: ΛΟΝΔΙΝΟΝ, 3. (Ἰδ. ὑπ.). — Κατὰ πληροφορίας ἐκ τῆς Πόλεως τοῦ Βατικανοῦ, ὁ Πάπας Πίος προειδοποίησε τὸν κόσμον ὅτι ὁ καταστρεπτικὸς ψυχρὸς πόλεμος δύναται νὰ μεταβληθῇ εἰς θερμόν. [1160,340,1334,403]
story-text: καθ' ὃν τρόπον διεξήχθη ἡ ψηφοφορία διὰ τὴν ἐκλογὴν τοῦ Προέδρου τῆς Βουλῆς. [628,689,794,720]
story-text: ΟΥΑΣΙΓΚΤΩΝ, 3. (Ἰδ. ὑπ.). — Ἡ Ἀμερικὴ θὰ δαπανήσῃ μεγάλα ποσὰ διὰ τὴν ἐνίσχυσιν τῆς ἀμύνης τῶν χωρῶν τοῦ Ἀτλαντικοῦ. [1261,2203,1517,2234]
story-text: Ἡ ἐσωτερικὴ κατάστασις τῆς Ἀλβανίας χαρακτηρίζεται ὑπὸ τῶν ἐξωτερικῶν παρατηρητῶν ὡς ἐξαιρετικῶς κρίσιμος. [804,873,969,915]
story-text: ἀποφασίσουν τὴν ἄμεσον συγκρότησιν τῆς Κυβερνήσεως Συνασπισμοῦ. [804,669,969,689]
story-text: Οἱ ἀντιπρόσωποι τῶν σιτοπαραγωγῶν ἀνέπτυξαν χθὲς εἰς τὴν Ἀμερικανικὴν Ἀποστολὴν τὰς ἀπόψεις των ἐπὶ τοῦ ζητήματος τῆς τιμῆς τοῦ σίτου. [1344,1192,1517,1234]
story-text: Ἐπιτροπὴ Δημάρχων τῆς χώρας ἐπεσκέφθη χθὲς τὸν ὑπουργὸν τῶν Ἐσωτερικῶν καὶ ἐπέδωκεν ὑπόμνημα διὰ τοῦ ὁποίου ζητεῖ τὴν ἔμμεσον ἐκλογὴν τῶν δημάρχων ὑπὸ τῶν δημοτικῶν συμβουλίων. [51,1009,238,1061]
story-text: Ὁ ἀπεργιακὸς ἀγὼν τῶν ναυτικῶν διεκόπη χθὲς καὶ τὰ ἀκτοπλοϊκὰ πλοῖα ἐξετέλεσαν κανονικῶς τὰ δρομολόγιά των. [921,1443,1145,1474]
story-text: ΠΥΡΓΟΣ, 3. (Τοῦ ἀνταποκριτοῦ μας). — Χθὲς τὴν νύκτα ἐθεάθη εἰς τὸν οὐρανὸν τῆς περιοχῆς Ἠλείας φωτεινὸς δίσκος κινούμενος μὲ μεγάλην ταχύτητα. [1344,996,1517,1038]
story-text: Δι' ἀποφάσεως τοῦ κ. ὑπουργοῦ τῆς Ἐργασίας συνεστήθη ἐπιτροπὴ ἡ ὁποία θὰ μελετήσῃ τὸ ὅλον ζήτημα τῶν κοινωνικῶν ἀσφαλίσεων καὶ θὰ ὑποβάλῃ σχετικὸν πόρισμα. [248,1364,435,1416]
story-text: Ἡ διοίκησις τῆς Συνομοσπονδίας Ἐπαγγελματιῶν καὶ Βιοτεχνῶν ἐπέδωκεν εἰς τὸν κ. πρωθυπουργὸν ὑπόμνημα διὰ τοῦ ὁποίου ἐκθέτει τὰ ἐκκρεμῆ ζητήματα τῆς τάξεως. [248,1561,435,1612]
folio-line [51,116,1517,139]
story-text: Ὁ κ. Πλαστήρας ἐδήλωσε πρὸς τὸν ἀνταποκριτὴν τουρκικῆς ἐφημερίδος ὅτι ἡ Ἑλληνοτουρκικὴ φιλία ἀποτελεῖ παράγοντα σταθερότητος. [1160,816,1334,858]
story-text: Διὰ βασιλικοῦ διατάγματος διωρίσθησαν οἱ νέοι πρεσβευταὶ τῆς Ἑλλάδος εἰς Οὐάσιγκτων καὶ Ρώμην. [453,1572,681,1593]
